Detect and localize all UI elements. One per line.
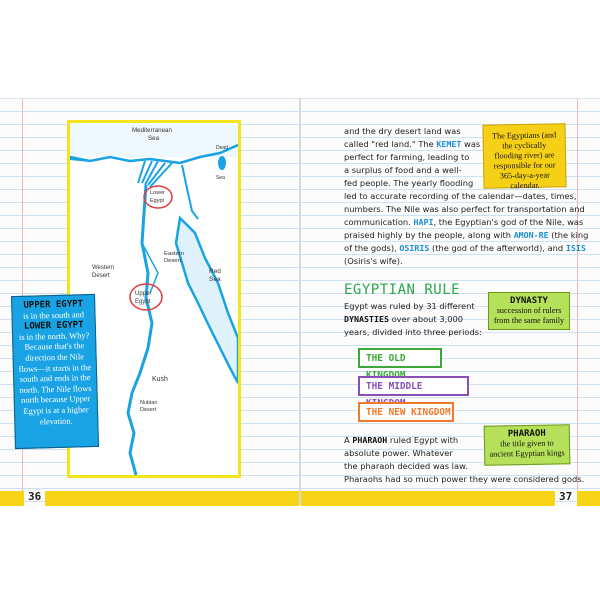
- map-label-eastern-desert2: Desert: [164, 258, 182, 264]
- keyword-osiris: OSIRIS: [399, 243, 430, 253]
- text-line: led to accurate recording of the calendar—dates, times,: [344, 191, 577, 201]
- upper-lower-egypt-callout: [11, 294, 99, 449]
- text-line: and the dry desert land was: [344, 126, 461, 136]
- callout-lower-egypt: LOWER EGYPT: [23, 320, 84, 332]
- text-line: a surplus of food and a well-: [344, 165, 462, 175]
- footer-bar-left: [0, 491, 24, 506]
- dead-sea-shape: [218, 156, 226, 170]
- text-line: absolute power. Whatever: [344, 448, 453, 458]
- pharaoh-note: [484, 424, 571, 465]
- text-line: numbers. The Nile was also perfect for transportation and: [344, 204, 585, 214]
- keyword-hapi: HAPI: [413, 217, 434, 227]
- map-label-nubian-desert2: Desert: [140, 407, 157, 413]
- text-line: [344, 229, 600, 242]
- keyword-kemet: KEMET: [436, 139, 462, 149]
- pharaoh-note-title: PHARAOH: [507, 428, 546, 440]
- text-span: called "red land." The: [344, 139, 437, 149]
- text-line: fed people. The yearly flooding: [344, 178, 474, 188]
- old-kingdom-box: THE OLD: [358, 348, 442, 368]
- text-span: A: [344, 435, 353, 445]
- dynasty-note-title: DYNASTY: [510, 296, 548, 306]
- section-heading: EGYPTIAN RULE: [344, 282, 461, 298]
- map-label-upper-egypt: Upper: [135, 291, 152, 297]
- map-label-red-sea: Red: [209, 268, 221, 275]
- map-label-eastern-desert: Eastern: [164, 251, 184, 257]
- middle-kingdom-box: THE MIDDLE: [358, 376, 469, 396]
- map-label-sea2: Sea: [148, 135, 160, 142]
- text-line: Pharaohs had so much power they were considered gods.: [344, 474, 585, 484]
- text-line: [344, 216, 600, 229]
- keyword-isis: ISIS: [565, 243, 586, 253]
- text-span: , the Egyptian's god of the Nile, was: [433, 217, 584, 227]
- text-line: the pharaoh decided was law.: [344, 461, 468, 471]
- map-label-sea: Mediterranean: [132, 127, 172, 134]
- book-spread: [0, 98, 600, 505]
- text-span: was: [461, 139, 481, 149]
- text-line: [344, 313, 494, 326]
- page-number-right: 37: [559, 490, 573, 503]
- text-span: (the king: [548, 230, 589, 240]
- text-line: years, divided into three periods:: [344, 327, 482, 337]
- nile-delta: [138, 161, 172, 187]
- text-span: of the gods),: [344, 243, 400, 253]
- nile-river: [128, 185, 152, 475]
- paragraph-dynasties: [344, 300, 494, 339]
- dynasty-note-text: succession of rulers from the same family: [493, 306, 565, 325]
- callout-line2: is in the north. Why? Because that's the direction the Nile flows—it starts in the south and ends in the north. The Nile flows north because Upper Egypt is at a higher elevation.: [18, 330, 92, 426]
- new-kingdom-box: THE NEW KINGDOM: [358, 402, 454, 422]
- text-span: communication.: [344, 217, 414, 227]
- text-line: Egypt was ruled by 31 different: [344, 301, 475, 311]
- map-label-western-desert2: Desert: [92, 273, 110, 279]
- calendar-note: The Egyptians (and the cyclically flooding river) are responsible for our 365-day-a-year calendar.: [482, 123, 566, 188]
- callout-upper-egypt: UPPER EGYPT: [23, 299, 84, 311]
- text-span: ruled Egypt with: [387, 435, 459, 445]
- map-label-western-desert: Western: [92, 265, 115, 271]
- gulf: [182, 165, 198, 219]
- left-page: [0, 98, 299, 506]
- map-label-upper-egypt2: Egypt: [135, 299, 151, 305]
- footer-bar-right: [577, 491, 600, 506]
- red-sea-shape: [176, 218, 238, 383]
- text-span: over about 3,000: [388, 314, 464, 324]
- text-line: perfect for farming, leading to: [344, 152, 470, 162]
- callout-line1: is in the south and: [22, 309, 85, 321]
- map-label-lower-egypt: Lower: [150, 190, 165, 196]
- map-label-kush: Kush: [152, 376, 168, 383]
- text-line: (Osiris's wife).: [344, 256, 403, 266]
- footer-bar-left-long: [45, 491, 299, 506]
- keyword-dynasties: DYNASTIES: [344, 314, 389, 324]
- keyword-amon-re: AMON-RE: [513, 230, 549, 240]
- keyword-pharaoh: PHARAOH: [352, 435, 388, 445]
- text-line: [344, 242, 600, 255]
- footer-bar-right-long: [301, 491, 555, 506]
- map-label-red-sea2: Sea: [209, 276, 221, 283]
- map-label-nubian-desert: Nubian: [140, 400, 158, 406]
- page-number-left: 36: [28, 490, 42, 503]
- map-label-dead-sea2: Sea: [216, 175, 225, 181]
- text-span: praised highly by the people, along with: [344, 230, 514, 240]
- map-label-lower-egypt2: Egypt: [150, 198, 165, 204]
- map-label-dead-sea: Dead: [216, 145, 228, 151]
- dynasty-note: [488, 292, 570, 330]
- pharaoh-note-text: the title given to ancient Egyptian kings: [489, 438, 565, 459]
- text-span: (the god of the afterworld), and: [429, 243, 566, 253]
